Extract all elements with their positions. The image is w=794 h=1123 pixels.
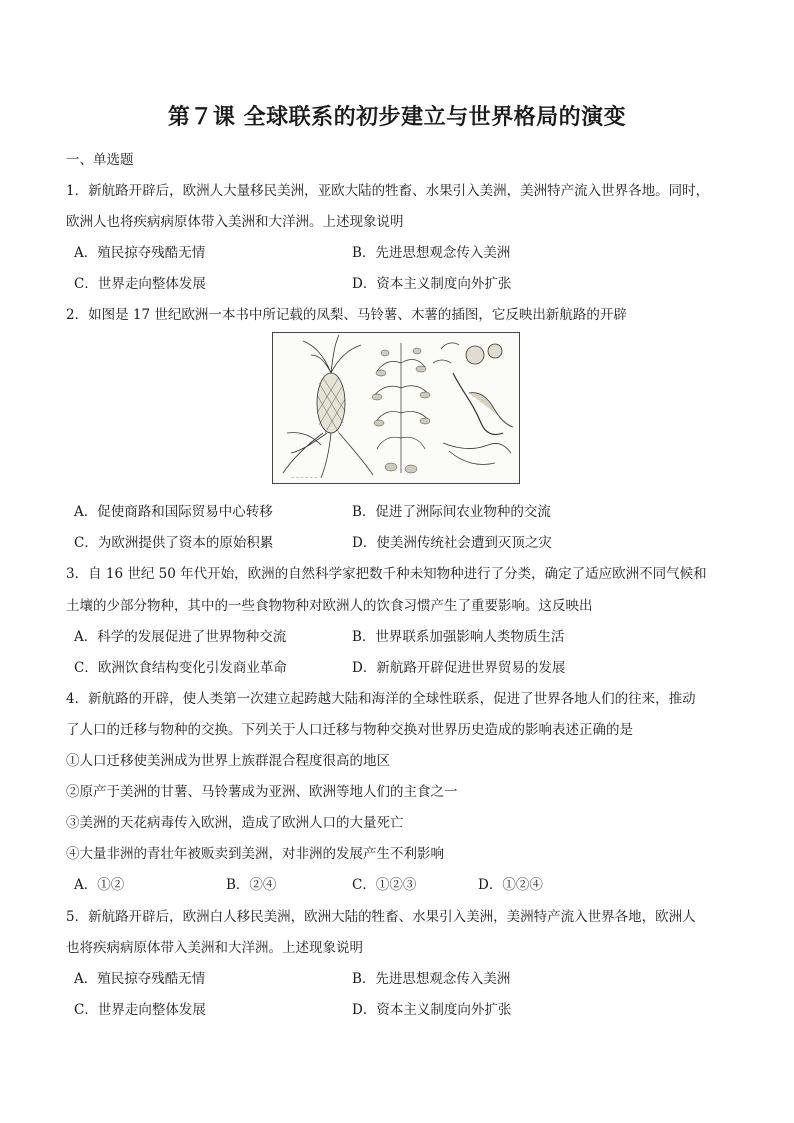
question-2-stem-line-1: 2．如图是 17 世纪欧洲一本书中所记载的凤梨、马铃薯、木薯的插图，它反映出新航路的开辟 <box>66 307 627 323</box>
question-2-option-d: D．使美洲传统社会遭到灭顶之灾 <box>352 535 552 551</box>
question-3-stem-line-2: 土壤的少部分物种，其中的一些食物物种对欧洲人的饮食习惯产生了重要影响。这反映出 <box>66 598 593 614</box>
question-1-option-c: C．世界走向整体发展 <box>74 276 206 292</box>
question-4-statement-1: ①人口迁移使美洲成为世界上族群混合程度很高的地区 <box>66 753 390 769</box>
question-4-option-b: B．②④ <box>226 877 277 893</box>
question-3-option-c: C．欧洲饮食结构变化引发商业革命 <box>74 660 287 676</box>
question-2-option-a: A．促使商路和国际贸易中心转移 <box>74 504 273 520</box>
question-5-option-d: D．资本主义制度向外扩张 <box>352 1002 512 1018</box>
question-4-stem-line-2: 了人口的迁移与物种的交换。下列关于人口迁移与物种交换对世界历史造成的影响表述正确的是 <box>66 722 633 738</box>
question-5-option-a: A．殖民掠夺残酷无情 <box>74 971 206 987</box>
question-4-statement-4: ④大量非洲的青壮年被贩卖到美洲，对非洲的发展产生不利影响 <box>66 846 444 862</box>
question-2-option-b: B．促进了洲际间农业物种的交流 <box>352 504 551 520</box>
question-2-option-c: C．为欧洲提供了资本的原始积累 <box>74 535 274 551</box>
question-3-option-b: B．世界联系加强影响人类物质生活 <box>352 629 565 645</box>
question-4-statement-2: ②原产于美洲的甘薯、马铃薯成为亚洲、欧洲等地人们的主食之一 <box>66 784 458 800</box>
question-1-option-d: D．资本主义制度向外扩张 <box>352 276 512 292</box>
question-3-option-d: D．新航路开辟促进世界贸易的发展 <box>352 660 566 676</box>
question-4-stem-line-1: 4．新航路的开辟，使人类第一次建立起跨越大陆和海洋的全球性联系，促进了世界各地人们的往来，推动 <box>66 691 696 707</box>
section-heading: 一、单选题 <box>66 152 134 168</box>
illustration-caption-mark: ~ ~ ~ ~ ~ ~ <box>291 475 318 480</box>
question-3-option-a: A．科学的发展促进了世界物种交流 <box>74 629 287 645</box>
question-4-option-c: C．①②③ <box>352 877 417 893</box>
question-4-option-a: A．①② <box>74 877 125 893</box>
question-1-option-b: B．先进思想观念传入美洲 <box>352 245 511 261</box>
question-5-option-b: B．先进思想观念传入美洲 <box>352 971 511 987</box>
question-4-statement-3: ③美洲的天花病毒传入欧洲，造成了欧洲人口的大量死亡 <box>66 815 404 831</box>
question-1-option-a: A．殖民掠夺残酷无情 <box>74 245 206 261</box>
page-title: 第７课 全球联系的初步建立与世界格局的演变 <box>167 105 627 130</box>
question-4-option-d: D．①②④ <box>478 877 543 893</box>
question-5-stem-line-1: 5．新航路开辟后，欧洲白人移民美洲，欧洲大陆的牲畜、水果引入美洲，美洲特产流入世界各地，欧洲人 <box>66 909 696 925</box>
question-1-stem-line-2: 欧洲人也将疾病病原体带入美洲和大洋洲。上述现象说明 <box>66 214 404 230</box>
question-5-stem-line-2: 也将疾病病原体带入美洲和大洋洲。上述现象说明 <box>66 940 363 956</box>
question-3-stem-line-1: 3．自 16 世纪 50 年代开始，欧洲的自然科学家把数千种未知物种进行了分类，确定了适应欧洲不同气候和 <box>66 566 707 582</box>
question-1-stem-line-1: 1．新航路开辟后，欧洲人大量移民美洲，亚欧大陆的牲畜、水果引入美洲，美洲特产流入世界各地。同时， <box>66 183 710 199</box>
botanical-illustration <box>272 332 520 484</box>
question-5-option-c: C．世界走向整体发展 <box>74 1002 206 1018</box>
